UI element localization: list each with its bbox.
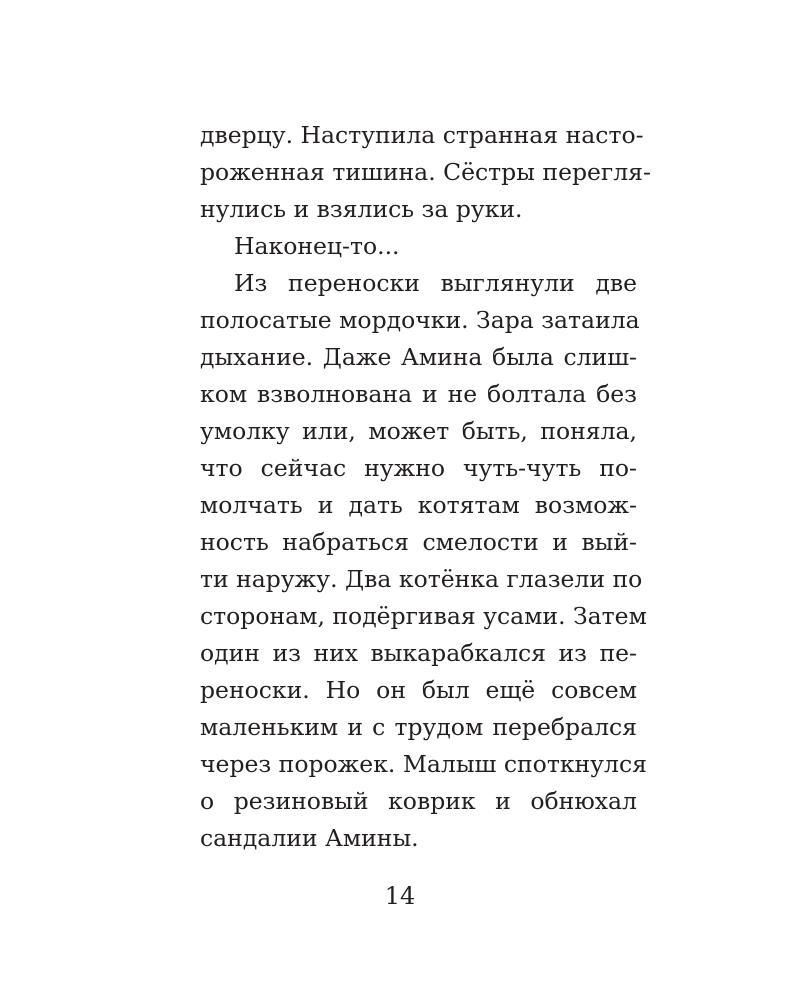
text-line: умолку или, может быть, поняла, bbox=[200, 417, 637, 445]
text-line: дверцу. Наступила странная насто- bbox=[200, 121, 644, 149]
text-line: полосатые мордочки. Зара затаила bbox=[200, 306, 640, 334]
text-line: ком взволнована и не болтала без bbox=[200, 380, 637, 408]
text-line: нулись и взялись за руки. bbox=[200, 195, 523, 223]
text-line: реноски. Но он был ещё совсем bbox=[200, 676, 637, 704]
text-line: молчать и дать котятам возмож- bbox=[200, 491, 637, 519]
text-line: ность набраться смелости и вый- bbox=[200, 528, 637, 556]
text-line: через порожек. Малыш споткнулся bbox=[200, 750, 647, 778]
text-line: Наконец-то... bbox=[234, 232, 400, 260]
body-text bbox=[200, 117, 651, 857]
text-line: сторонам, подёргивая усами. Затем bbox=[200, 602, 647, 630]
text-line: о резиновый коврик и обнюхал bbox=[200, 787, 637, 815]
text-line: роженная тишина. Сёстры перегля- bbox=[200, 158, 651, 186]
text-line: один из них выкарабкался из пе- bbox=[200, 639, 637, 667]
text-line: сандалии Амины. bbox=[200, 824, 419, 852]
text-line: дыхание. Даже Амина была слиш- bbox=[200, 343, 637, 371]
text-line: маленьким и с трудом перебрался bbox=[200, 713, 637, 741]
page-number: 14 bbox=[384, 882, 416, 910]
text-line: что сейчас нужно чуть-чуть по- bbox=[200, 454, 637, 482]
text-line: ти наружу. Два котёнка глазели по bbox=[200, 565, 643, 593]
text-line: Из переноски выглянули две bbox=[234, 269, 637, 297]
